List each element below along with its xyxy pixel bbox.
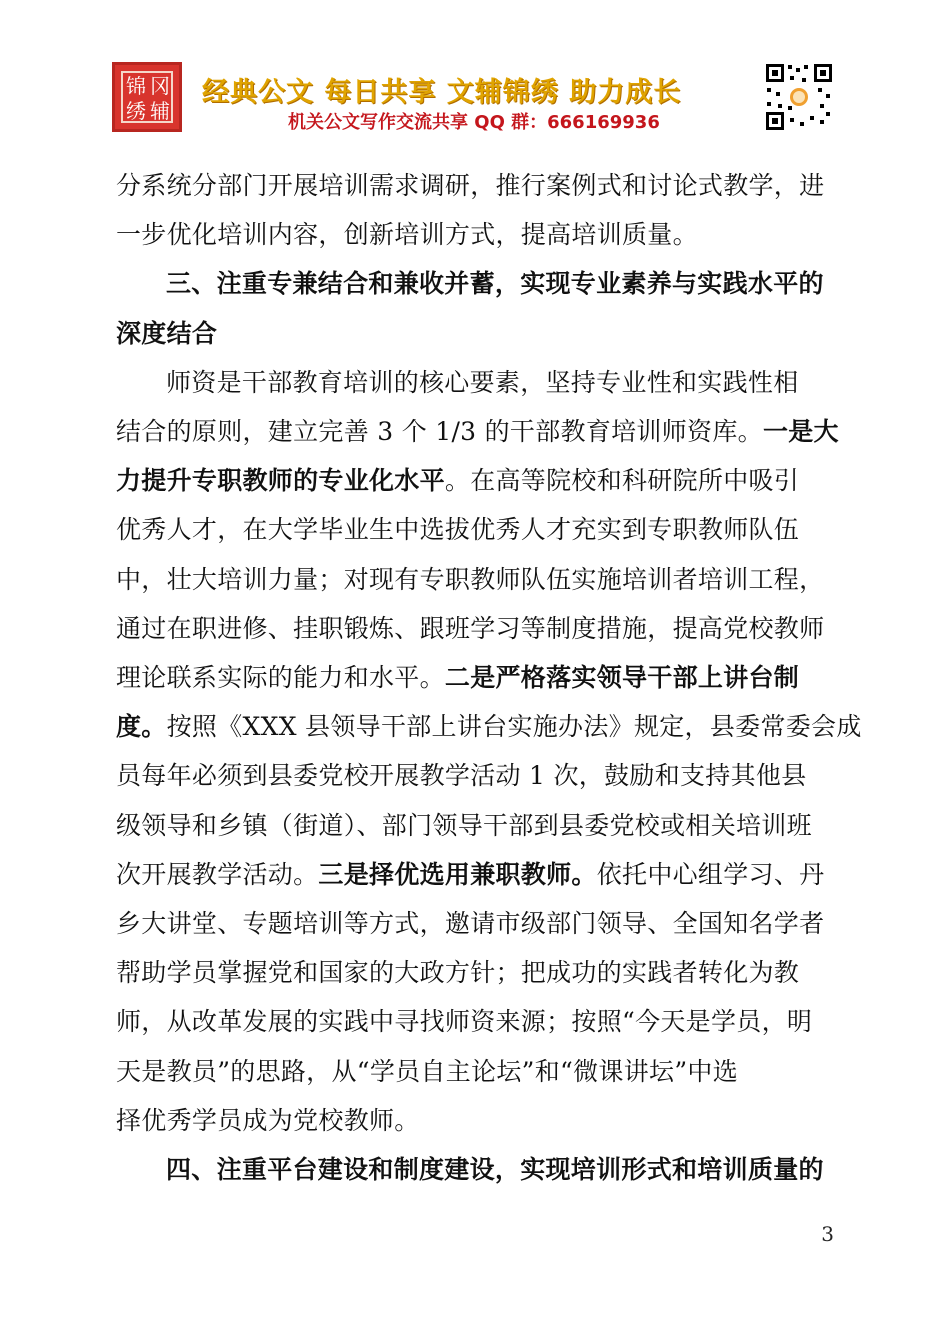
line-tail-text: 。在高等院校和科研院所中吸引 (444, 466, 800, 496)
text-line (116, 560, 838, 600)
header-slogan: 经典公文 每日共享 文辅锦绣 助力成长 (202, 77, 682, 108)
line-text: 中，壮大培训力量；对现有专职教师队伍实施培训者培训工程， (116, 564, 825, 594)
line-tail-text: 按照《XXX 县领导干部上讲台实施办法》规定，县委常委会成 (166, 712, 862, 742)
line-text: 师资是干部教育培训的核心要素，坚持专业性和实践性相 (166, 367, 799, 397)
line-text: 择优秀学员成为党校教师。 (116, 1105, 420, 1135)
text-line (116, 264, 888, 304)
page-header (112, 62, 834, 142)
line-text: 四、注重平台建设和制度建设，实现培训形式和培训质量的 (166, 1155, 824, 1184)
brand-seal-logo (112, 62, 182, 132)
line-text: 天是教员”的思路，从“学员自主论坛”和“微课讲坛”中选 (116, 1056, 739, 1086)
text-line (116, 707, 862, 747)
qr-code-graphic (764, 62, 834, 132)
text-line (116, 904, 838, 944)
text-line (116, 166, 838, 206)
text-line (116, 756, 838, 796)
text-line (116, 412, 838, 452)
text-line (116, 953, 838, 993)
bold-heading-span: 度。 (116, 712, 167, 742)
text-line (116, 461, 838, 501)
line-text: 理论联系实际的能力和水平。 (116, 663, 445, 692)
text-line (116, 609, 838, 649)
bold-heading-span: 三是择优选用兼职教师。 (318, 859, 597, 889)
bold-heading-span: 二是严格落实领导干部上讲台制 (444, 663, 800, 692)
qr-code-icon (764, 62, 834, 132)
text-line (116, 855, 838, 895)
header-qq-group: 机关公文写作交流共享 QQ 群：666169936 (288, 112, 660, 133)
seal-char: 冈 (150, 74, 170, 98)
line-text: 深度结合 (116, 318, 218, 348)
line-tail-text: 依托中心组学习、丹 (596, 859, 825, 889)
line-text: 级领导和乡镇（街道）、部门领导干部到县委党校或相关培训班 (116, 810, 812, 840)
line-text: 帮助学员掌握党和国家的大政方针；把成功的实践者转化为教 (116, 958, 800, 988)
text-line (116, 510, 838, 550)
text-line (116, 215, 838, 255)
bold-heading-span: 力提升专职教师的专业化水平 (116, 466, 445, 496)
line-text: 结合的原则，建立完善 3 个 1/3 的干部教育培训师资库。 (116, 417, 763, 446)
line-text: 师，从改革发展的实践中寻找师资来源；按照“今天是学员，明 (116, 1007, 813, 1037)
line-text: 次开展教学活动。 (116, 859, 319, 889)
seal-char: 辅 (150, 99, 170, 123)
text-line (116, 1002, 838, 1042)
bold-heading-span: 一是大 (762, 417, 839, 446)
text-line (116, 806, 838, 846)
text-line (116, 363, 888, 403)
text-line (116, 1052, 838, 1092)
line-text: 员每年必须到县委党校开展教学活动 1 次，鼓励和支持其他县 (116, 761, 807, 791)
seal-char: 绣 (126, 99, 146, 123)
text-line (116, 1150, 888, 1190)
page-number: 3 (821, 1222, 834, 1246)
line-text: 通过在职进修、挂职锻炼、跟班学习等制度措施，提高党校教师 (116, 613, 825, 643)
line-text: 优秀人才，在大学毕业生中选拔优秀人才充实到专职教师队伍 (116, 515, 800, 545)
text-line (116, 314, 838, 354)
text-line (116, 658, 838, 698)
line-text: 三、注重专兼结合和兼收并蓄，实现专业素养与实践水平的 (166, 269, 824, 299)
line-text: 一步优化培训内容，创新培训方式，提高培训质量。 (116, 220, 698, 250)
line-text: 分系统分部门开展培训需求调研，推行案例式和讨论式教学，进 (116, 171, 825, 200)
line-text: 乡大讲堂、专题培训等方式，邀请市级部门领导、全国知名学者 (116, 909, 825, 938)
text-line (116, 1101, 838, 1141)
seal-char: 锦 (126, 74, 146, 98)
